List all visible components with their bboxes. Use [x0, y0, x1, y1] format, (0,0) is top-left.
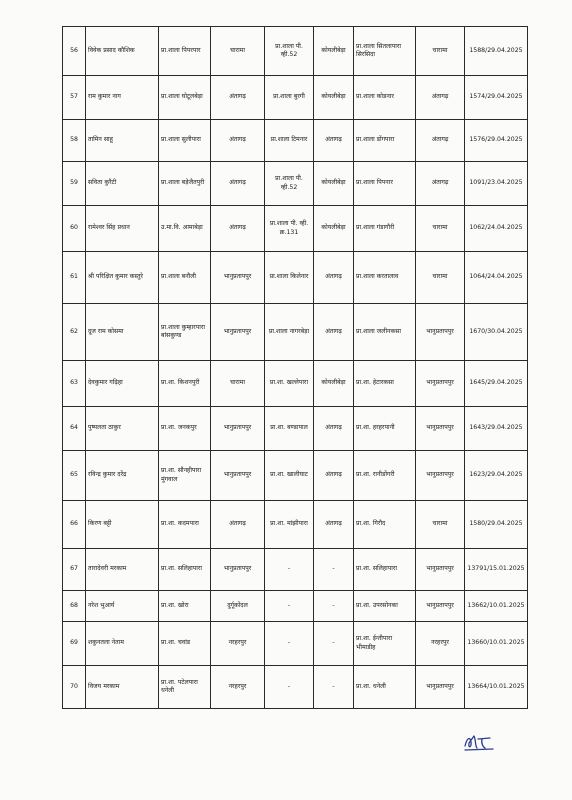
attached-school-cell: प्रा.शाला पी. व्ही.52 [265, 27, 314, 76]
original-block-cell: भानुप्रतापपुर [211, 451, 265, 501]
handwritten-signature-icon [462, 730, 496, 752]
attached-school-cell: - [265, 591, 314, 622]
new-school-cell: प्रा.शाला डोंगपारा [354, 120, 416, 162]
attached-school-cell: प्रा.शा. मांझीपारा [265, 501, 314, 549]
attached-school-cell: प्रा.शाला पी. व्ही.52 [265, 162, 314, 206]
new-block-cell: नरहरपुर [416, 622, 465, 666]
new-block-cell: चारामा [416, 206, 465, 252]
original-block-cell: नरहरपुर [211, 666, 265, 709]
original-school-cell: उ.मा.वि. आमाबेड़ा [159, 206, 211, 252]
new-school-cell: प्रा.शा. सलिहापारा [354, 549, 416, 591]
original-block-cell: भानुप्रतापपुर [211, 549, 265, 591]
attached-block-cell: कोयलीबेड़ा [314, 76, 354, 120]
teacher-name-cell: श्री परिक्षित कुमार कस्तुरे [86, 252, 159, 304]
new-block-cell: भानुप्रतापपुर [416, 304, 465, 361]
teacher-name-cell: नरेश भुआर्य [86, 591, 159, 622]
table-row [63, 407, 528, 451]
order-number-date-cell: 1580/29.04.2025 [465, 501, 528, 549]
original-school-cell: प्रा.शाला पिपरपार [159, 27, 211, 76]
new-school-cell: प्रा.शा. हरहरपानी [354, 407, 416, 451]
attached-block-cell: - [314, 666, 354, 709]
serial-number-cell: 69 [63, 622, 86, 666]
new-block-cell: भानुप्रतापपुर [416, 451, 465, 501]
serial-number-cell: 62 [63, 304, 86, 361]
original-school-cell: प्रा.शा. सलिहापारा [159, 549, 211, 591]
attached-block-cell: अंतागढ़ [314, 252, 354, 304]
original-block-cell: भानुप्रतापपुर [211, 304, 265, 361]
teacher-name-cell: तामिन साहू [86, 120, 159, 162]
attached-school-cell: प्रा.शाला टिमनार [265, 120, 314, 162]
original-block-cell: चारामा [211, 27, 265, 76]
serial-number-cell: 61 [63, 252, 86, 304]
new-school-cell: प्रा.शा. ईन्तीपारा भीमाडीह [354, 622, 416, 666]
original-school-cell: प्रा.शा. खोरा [159, 591, 211, 622]
original-block-cell: चारामा [211, 361, 265, 407]
table-row [63, 361, 528, 407]
new-school-cell: प्रा.शा. धनेली [354, 666, 416, 709]
new-block-cell: अंतागढ़ [416, 120, 465, 162]
attached-school-cell: प्रा.शाला पी. व्ही. क्र.131 [265, 206, 314, 252]
serial-number-cell: 65 [63, 451, 86, 501]
order-number-date-cell: 1064/24.04.2025 [465, 252, 528, 304]
order-number-date-cell: 1588/29.04.2025 [465, 27, 528, 76]
teacher-name-cell: विजय मरकाम [86, 666, 159, 709]
attached-school-cell: - [265, 666, 314, 709]
attached-block-cell: अंतागढ़ [314, 451, 354, 501]
table-row [63, 27, 528, 76]
serial-number-cell: 56 [63, 27, 86, 76]
serial-number-cell: 60 [63, 206, 86, 252]
original-school-cell: प्रा.शाला बड़ेजैतपुरी [159, 162, 211, 206]
table-row [63, 120, 528, 162]
new-block-cell: अंतागढ़ [416, 162, 465, 206]
new-school-cell: प्रा.शाला सितलापारा सिरसिदा [354, 27, 416, 76]
new-block-cell: भानुप्रतापपुर [416, 361, 465, 407]
new-school-cell: प्रा.शा. गिरौद [354, 501, 416, 549]
new-block-cell: चारामा [416, 501, 465, 549]
table-row [63, 252, 528, 304]
new-school-cell: प्रा.शा. रानीडोंगरी [354, 451, 416, 501]
teacher-name-cell: विवेक प्रसाद कौशिक [86, 27, 159, 76]
new-school-cell: प्रा.शाला करतालाव [354, 252, 416, 304]
new-block-cell: भानुप्रतापपुर [416, 591, 465, 622]
attached-block-cell: - [314, 549, 354, 591]
teacher-name-cell: शकुनतला नेताम [86, 622, 159, 666]
new-school-cell: प्रा.शाला कोडनार [354, 76, 416, 120]
teacher-name-cell: सविता कुरैटी [86, 162, 159, 206]
teacher-name-cell: पुष्पलता ठाकुर [86, 407, 159, 451]
table-row [63, 162, 528, 206]
serial-number-cell: 67 [63, 549, 86, 591]
attached-school-cell: - [265, 622, 314, 666]
new-block-cell: चारामा [416, 252, 465, 304]
attached-school-cell: प्रा.शा. खालीघाट [265, 451, 314, 501]
order-number-date-cell: 13660/10.01.2025 [465, 622, 528, 666]
order-number-date-cell: 1643/29.04.2025 [465, 407, 528, 451]
attached-block-cell: - [314, 622, 354, 666]
original-school-cell: प्रा.शाला बनौली [159, 252, 211, 304]
original-block-cell: दुर्गूकोंदल [211, 591, 265, 622]
serial-number-cell: 58 [63, 120, 86, 162]
new-block-cell: चारामा [416, 27, 465, 76]
table-row [63, 591, 528, 622]
original-block-cell: भानुप्रतापपुर [211, 252, 265, 304]
serial-number-cell: 70 [63, 666, 86, 709]
new-school-cell: प्रा.शाला जलीनकसा [354, 304, 416, 361]
original-block-cell: अंतागढ़ [211, 501, 265, 549]
new-school-cell: प्रा.शाला पिपनार [354, 162, 416, 206]
serial-number-cell: 63 [63, 361, 86, 407]
new-school-cell: प्रा.शा. हेटारकसा [354, 361, 416, 407]
original-block-cell: अंतागढ़ [211, 162, 265, 206]
order-number-date-cell: 1574/29.04.2025 [465, 76, 528, 120]
attached-block-cell: अंतागढ़ [314, 501, 354, 549]
teacher-name-cell: रविन्द्र कुमार दरेंद्र [86, 451, 159, 501]
table-row [63, 304, 528, 361]
new-block-cell: भानुप्रतापपुर [416, 407, 465, 451]
original-school-cell: प्रा.शा. चवांड [159, 622, 211, 666]
attached-block-cell: अंतागढ़ [314, 407, 354, 451]
original-block-cell: नरहरपुर [211, 622, 265, 666]
table-row [63, 76, 528, 120]
original-block-cell: भानुप्रतापपुर [211, 407, 265, 451]
serial-number-cell: 64 [63, 407, 86, 451]
serial-number-cell: 59 [63, 162, 86, 206]
attached-school-cell: प्रा.शाला नागरबेड़ा [265, 304, 314, 361]
order-number-date-cell: 13791/15.01.2025 [465, 549, 528, 591]
teacher-name-cell: राम कुमार नाग [86, 76, 159, 120]
attached-block-cell: कोयलीबेड़ा [314, 162, 354, 206]
teacher-name-cell: रामेश्वर सिंह प्रधान [86, 206, 159, 252]
new-block-cell: भानुप्रतापपुर [416, 666, 465, 709]
original-block-cell: अंतागढ़ [211, 206, 265, 252]
order-number-date-cell: 1670/30.04.2025 [465, 304, 528, 361]
original-school-cell: प्रा.शाला कुम्हारपारा बांसकुण्ड [159, 304, 211, 361]
table-row [63, 666, 528, 709]
teacher-name-cell: दूज राम कोसमा [86, 304, 159, 361]
teacher-name-cell: तारादेवरी मरकाम [86, 549, 159, 591]
attached-block-cell: कोयलीबेड़ा [314, 361, 354, 407]
new-block-cell: भानुप्रतापपुर [416, 549, 465, 591]
attached-school-cell: प्रा.शाला बुरगी [265, 76, 314, 120]
attached-school-cell: प्रा.शाला किलेनार [265, 252, 314, 304]
order-number-date-cell: 1623/29.04.2025 [465, 451, 528, 501]
order-number-date-cell: 13664/10.01.2025 [465, 666, 528, 709]
original-school-cell: प्रा.शा. पटेलपारा धनेली [159, 666, 211, 709]
original-school-cell: प्रा.शा. सौनहीपारा मुंगवाल [159, 451, 211, 501]
attached-school-cell: प्रा.शा. खल्लेपारा [265, 361, 314, 407]
table-body [63, 27, 528, 709]
attached-school-cell: - [265, 549, 314, 591]
new-block-cell: अंतागढ़ [416, 76, 465, 120]
attached-block-cell: - [314, 591, 354, 622]
original-school-cell: प्रा.शा. कदमपारा [159, 501, 211, 549]
attached-block-cell: अंतागढ़ [314, 120, 354, 162]
original-school-cell: प्रा.शा. किशनपुरी [159, 361, 211, 407]
order-number-date-cell: 1091/23.04.2025 [465, 162, 528, 206]
table-row [63, 549, 528, 591]
teacher-name-cell: किरण बट्टी [86, 501, 159, 549]
order-number-date-cell: 1645/29.04.2025 [465, 361, 528, 407]
original-block-cell: अंतागढ़ [211, 120, 265, 162]
original-school-cell: प्रा.शाला सुलीपारा [159, 120, 211, 162]
order-number-date-cell: 13662/10.01.2025 [465, 591, 528, 622]
serial-number-cell: 57 [63, 76, 86, 120]
order-number-date-cell: 1576/29.04.2025 [465, 120, 528, 162]
order-number-date-cell: 1062/24.04.2025 [465, 206, 528, 252]
original-school-cell: प्रा.शाला घोटूलबेड़ा [159, 76, 211, 120]
table-row [63, 451, 528, 501]
new-school-cell: प्रा.शा. उपरसोनका [354, 591, 416, 622]
attached-school-cell: प्रा.शा. बण्डापाल [265, 407, 314, 451]
attached-block-cell: अंतागढ़ [314, 304, 354, 361]
original-school-cell: प्रा.शा. जनकपुर [159, 407, 211, 451]
teacher-transfer-table [62, 26, 528, 709]
serial-number-cell: 68 [63, 591, 86, 622]
attached-block-cell: कोयलीबेड़ा [314, 27, 354, 76]
attached-block-cell: कोयलीबेड़ा [314, 206, 354, 252]
table-row [63, 622, 528, 666]
table-row [63, 501, 528, 549]
teacher-name-cell: देवकुमार गढ़िहा [86, 361, 159, 407]
table-row [63, 206, 528, 252]
serial-number-cell: 66 [63, 501, 86, 549]
original-block-cell: अंतागढ़ [211, 76, 265, 120]
new-school-cell: प्रा.शाला गंडागौरी [354, 206, 416, 252]
